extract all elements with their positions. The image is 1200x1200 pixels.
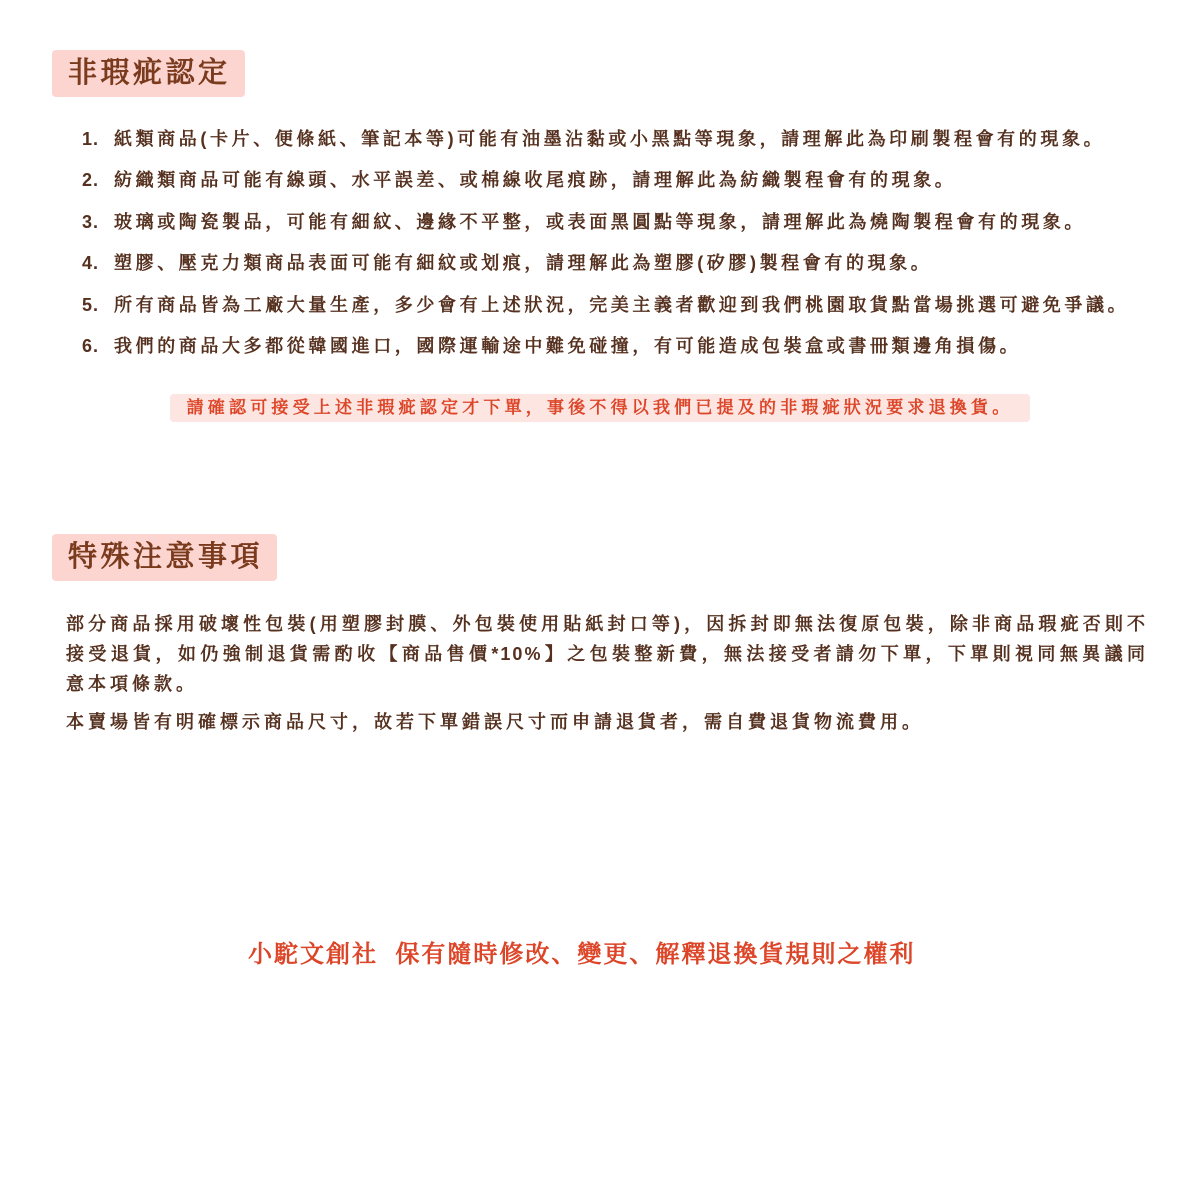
item-number: 2. bbox=[82, 170, 100, 191]
confirmation-notice: 請確認可接受上述非瑕疵認定才下單，事後不得以我們已提及的非瑕疵狀況要求退換貨。 bbox=[170, 394, 1030, 422]
packaging-paragraph-line: 接受退貨，如仍強制退貨需酌收【商品售價*10%】之包裝整新費，無法接受者請勿下單，下單則視同無異議同 bbox=[66, 644, 1147, 664]
size-paragraph: 本賣場皆有明確標示商品尺寸，故若下單錯誤尺寸而申請退貨者，需自費退貨物流費用。 bbox=[66, 712, 924, 732]
packaging-paragraph-line: 意本項條款。 bbox=[66, 674, 198, 694]
item-number: 3. bbox=[82, 211, 100, 232]
list-item bbox=[82, 285, 1182, 326]
special-notes-body bbox=[66, 609, 1147, 737]
item-text: 我們的商品大多都從韓國進口，國際運輸途中難免碰撞，有可能造成包裝盒或書冊類邊角損傷。 bbox=[114, 335, 1022, 356]
item-number: 4. bbox=[82, 253, 100, 274]
section-heading-special-notes: 特殊注意事項 bbox=[52, 534, 277, 581]
list-item bbox=[82, 202, 1182, 243]
item-number: 6. bbox=[82, 335, 100, 356]
item-number: 5. bbox=[82, 294, 100, 315]
rights-statement: 小駝文創社 保有隨時修改、變更、解釋退換貨規則之權利 bbox=[248, 941, 916, 968]
list-item bbox=[82, 326, 1182, 367]
list-item bbox=[82, 160, 1182, 201]
non-defect-list bbox=[82, 119, 1182, 367]
item-text: 塑膠、壓克力類商品表面可能有細紋或划痕，請理解此為塑膠(矽膠)製程會有的現象。 bbox=[114, 253, 933, 274]
list-item bbox=[82, 119, 1182, 160]
packaging-paragraph-line: 部分商品採用破壞性包裝(用塑膠封膜、外包裝使用貼紙封口等)，因拆封即無法復原包裝，除非商品瑕疵否則不 bbox=[66, 614, 1147, 634]
item-text: 紡織類商品可能有線頭、水平誤差、或棉線收尾痕跡，請理解此為紡織製程會有的現象。 bbox=[114, 170, 957, 191]
item-number: 1. bbox=[82, 129, 100, 149]
section-heading-non-defect: 非瑕疵認定 bbox=[52, 50, 245, 97]
item-text: 紙類商品(卡片、便條紙、筆記本等)可能有油墨沾黏或小黑點等現象，請理解此為印刷製程會有的現象。 bbox=[114, 129, 1106, 149]
list-item bbox=[82, 243, 1182, 284]
item-text: 所有商品皆為工廠大量生產，多少會有上述狀況，完美主義者歡迎到我們桃園取貨點當場挑選可避免爭議。 bbox=[114, 294, 1130, 315]
item-text: 玻璃或陶瓷製品，可能有細紋、邊緣不平整，或表面黑圓點等現象，請理解此為燒陶製程會有的現象。 bbox=[114, 211, 1086, 232]
